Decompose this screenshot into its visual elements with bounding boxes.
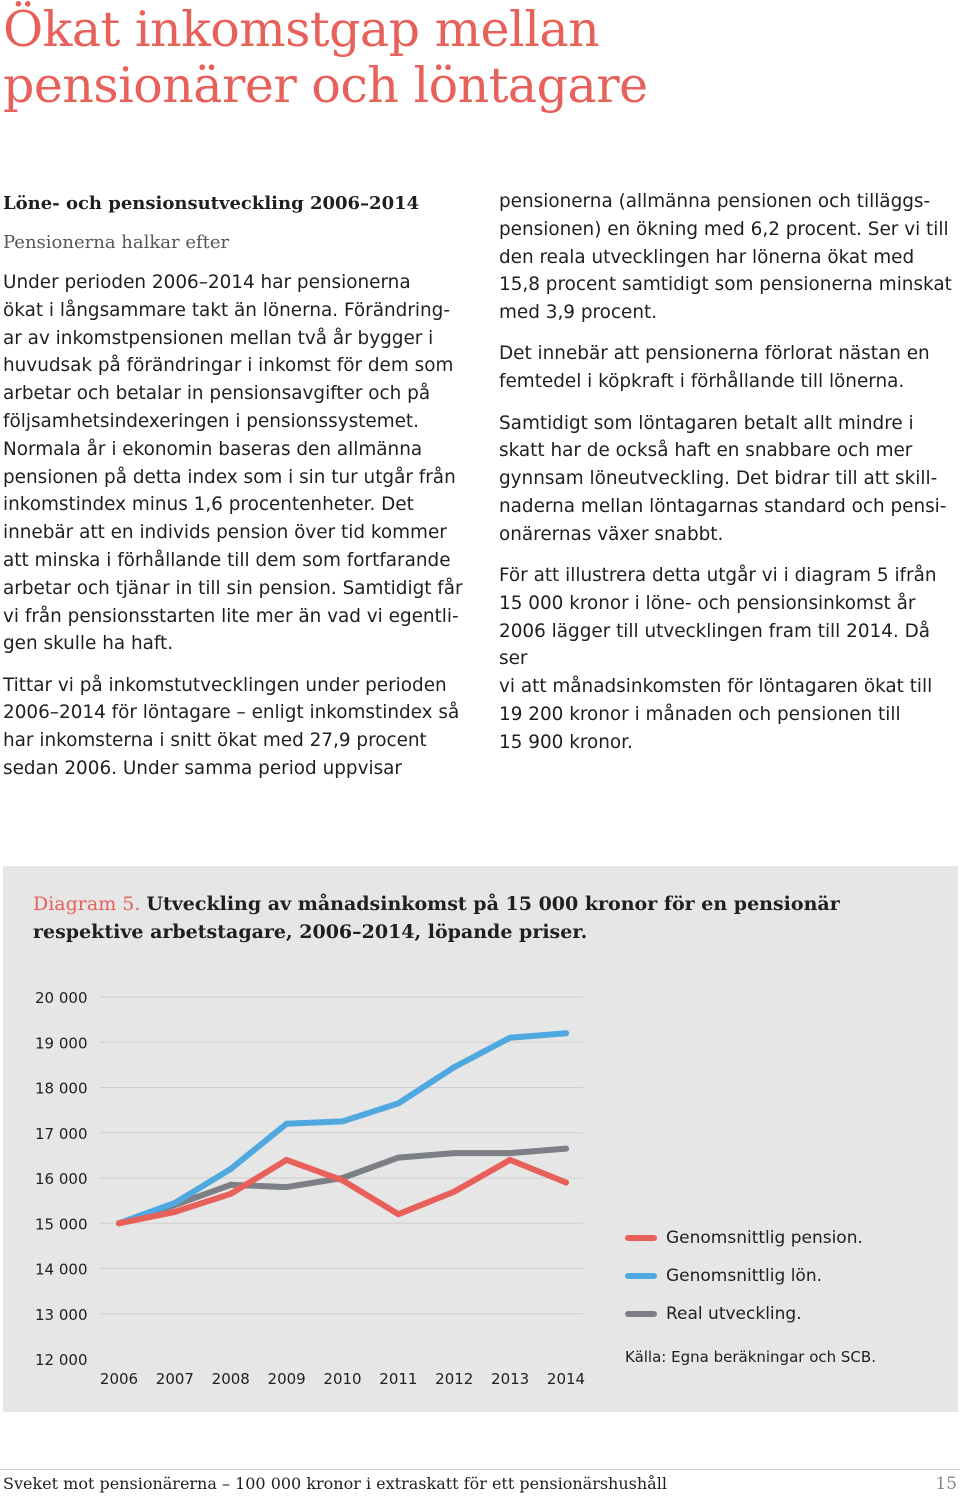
page-title: Ökat inkomstgap mellan pensionärer och löntagare: [3, 1, 648, 114]
section-subheading: Pensionerna halkar efter: [3, 232, 230, 253]
y-tick-label: 12 000: [35, 1351, 88, 1369]
paragraph: Samtidigt som löntagaren betalt allt mindre i skatt har de också haft en snabbare och mer gynnsam löneutveckling. Det bidrar till att skill- naderna mellan löntagarnas standard och pensi- onärernas växer snabbt.: [499, 412, 947, 545]
data-point: [395, 1100, 401, 1106]
paragraph: För att illustrera detta utgår vi i diagram 5 ifrån 15 000 kronor i löne- och pensionsinkomst år 2006 lägger till utvecklingen fram till 2014. Då ser vi att månadsinkomsten för löntagaren ökat till 19 200 kronor i månaden och pensionen till 15 900 kronor.: [499, 565, 937, 753]
x-tick-label: 2013: [491, 1370, 530, 1388]
x-tick-label: 2006: [99, 1370, 139, 1388]
data-point: [451, 1064, 457, 1070]
legend-swatch: [625, 1311, 657, 1317]
x-tick-label: 2009: [267, 1370, 306, 1388]
data-point: [451, 1189, 457, 1195]
data-point: [507, 1035, 513, 1041]
left-column: [3, 188, 469, 796]
chart-title-text: Utveckling av månadsinkomst på 15 000 kronor för en pensionär respektive arbetstagare, 2006–2014, löpande priser.: [33, 893, 840, 943]
series-line: [119, 1149, 566, 1224]
paragraph: pensionerna (allmänna pensionen och tilläggs- pensionen) en ökning med 6,2 procent. Ser vi till den reala utvecklingen har lönerna ökat med 15,8 procent samtidigt som pensionerna minskat med 3,9 procent.: [499, 191, 952, 324]
y-tick-label: 19 000: [35, 1034, 88, 1053]
data-point: [228, 1191, 234, 1197]
data-point: [563, 1030, 569, 1036]
x-tick-label: 2008: [211, 1370, 250, 1388]
section-heading: Löne- och pensionsutveckling 2006–2014: [3, 193, 420, 214]
series-line: [119, 1033, 566, 1223]
y-tick-label: 13 000: [35, 1305, 88, 1324]
chart-legend: [625, 1219, 945, 1333]
y-tick-label: 17 000: [35, 1124, 88, 1143]
paragraph: Under perioden 2006–2014 har pensionerna ökat i långsammare takt än lönerna. Förändring- ar av inkomstpensionen mellan två år bygger i huvudsak på förändringar i inkomst för dem som arbetar och betalar in pensionsavgifter och på följsamhetsindexeringen i pensionssystemet. Normala år i ekonomin baseras den allmänna pensionen på detta index som i sin tur utgår från inkomstindex minus 1,6 procentenheter. Det innebär att en individs pension över tid kommer att minska i förhållande till dem som fortfarande arbetar och tjänar in till sin pension. Samtidigt får vi från pensionsstarten lite mer än vad vi egentli- gen skulle ha haft.: [3, 272, 463, 655]
y-tick-label: 15 000: [35, 1215, 88, 1234]
right-column: [499, 188, 960, 770]
page-number: 15: [935, 1474, 957, 1494]
data-point: [395, 1211, 401, 1217]
legend-item: [625, 1219, 945, 1257]
paragraph: Tittar vi på inkomstutvecklingen under perioden 2006–2014 för löntagare – enligt inkomstindex så har inkomsterna i snitt ökat med 27,9 procent sedan 2006. Under samma period uppvisar: [3, 674, 460, 780]
data-point: [284, 1157, 290, 1163]
x-tick-label: 2014: [546, 1370, 586, 1388]
chart-panel: [3, 866, 958, 1412]
x-tick-label: 2012: [435, 1370, 474, 1388]
data-point: [340, 1177, 346, 1183]
data-point: [228, 1182, 234, 1188]
y-tick-label: 20 000: [35, 989, 88, 1007]
y-tick-label: 18 000: [35, 1079, 88, 1098]
data-point: [563, 1180, 569, 1186]
data-point: [563, 1146, 569, 1152]
data-point: [172, 1200, 178, 1206]
data-point: [284, 1184, 290, 1190]
data-point: [451, 1150, 457, 1156]
footer-divider: [0, 1469, 960, 1470]
data-point: [507, 1157, 513, 1163]
footer-text: Sveket mot pensionärerna – 100 000 kronor i extraskatt för ett pensionärshushåll: [3, 1474, 667, 1493]
legend-label: Genomsnittlig pension.: [666, 1228, 863, 1248]
legend-item: [625, 1295, 945, 1333]
data-point: [395, 1155, 401, 1161]
legend-swatch: [625, 1235, 657, 1241]
legend-swatch: [625, 1273, 657, 1279]
legend-item: [625, 1257, 945, 1295]
data-point: [284, 1121, 290, 1127]
legend-label: Real utveckling.: [666, 1304, 802, 1324]
data-point: [116, 1220, 122, 1226]
data-point: [228, 1166, 234, 1172]
data-point: [507, 1150, 513, 1156]
data-point: [172, 1209, 178, 1215]
x-tick-label: 2007: [155, 1370, 194, 1388]
paragraph: Det innebär att pensionerna förlorat nästan en femtedel i köpkraft i förhållande till lönerna.: [499, 343, 930, 393]
y-tick-label: 14 000: [35, 1260, 88, 1279]
x-tick-label: 2010: [323, 1370, 362, 1388]
y-tick-label: 16 000: [35, 1170, 88, 1188]
x-tick-label: 2011: [379, 1370, 418, 1388]
data-point: [340, 1118, 346, 1124]
legend-label: Genomsnittlig lön.: [666, 1266, 822, 1286]
series-line: [119, 1160, 566, 1223]
chart-label: Diagram 5.: [33, 893, 141, 915]
chart-source: Källa: Egna beräkningar och SCB.: [625, 1348, 876, 1366]
